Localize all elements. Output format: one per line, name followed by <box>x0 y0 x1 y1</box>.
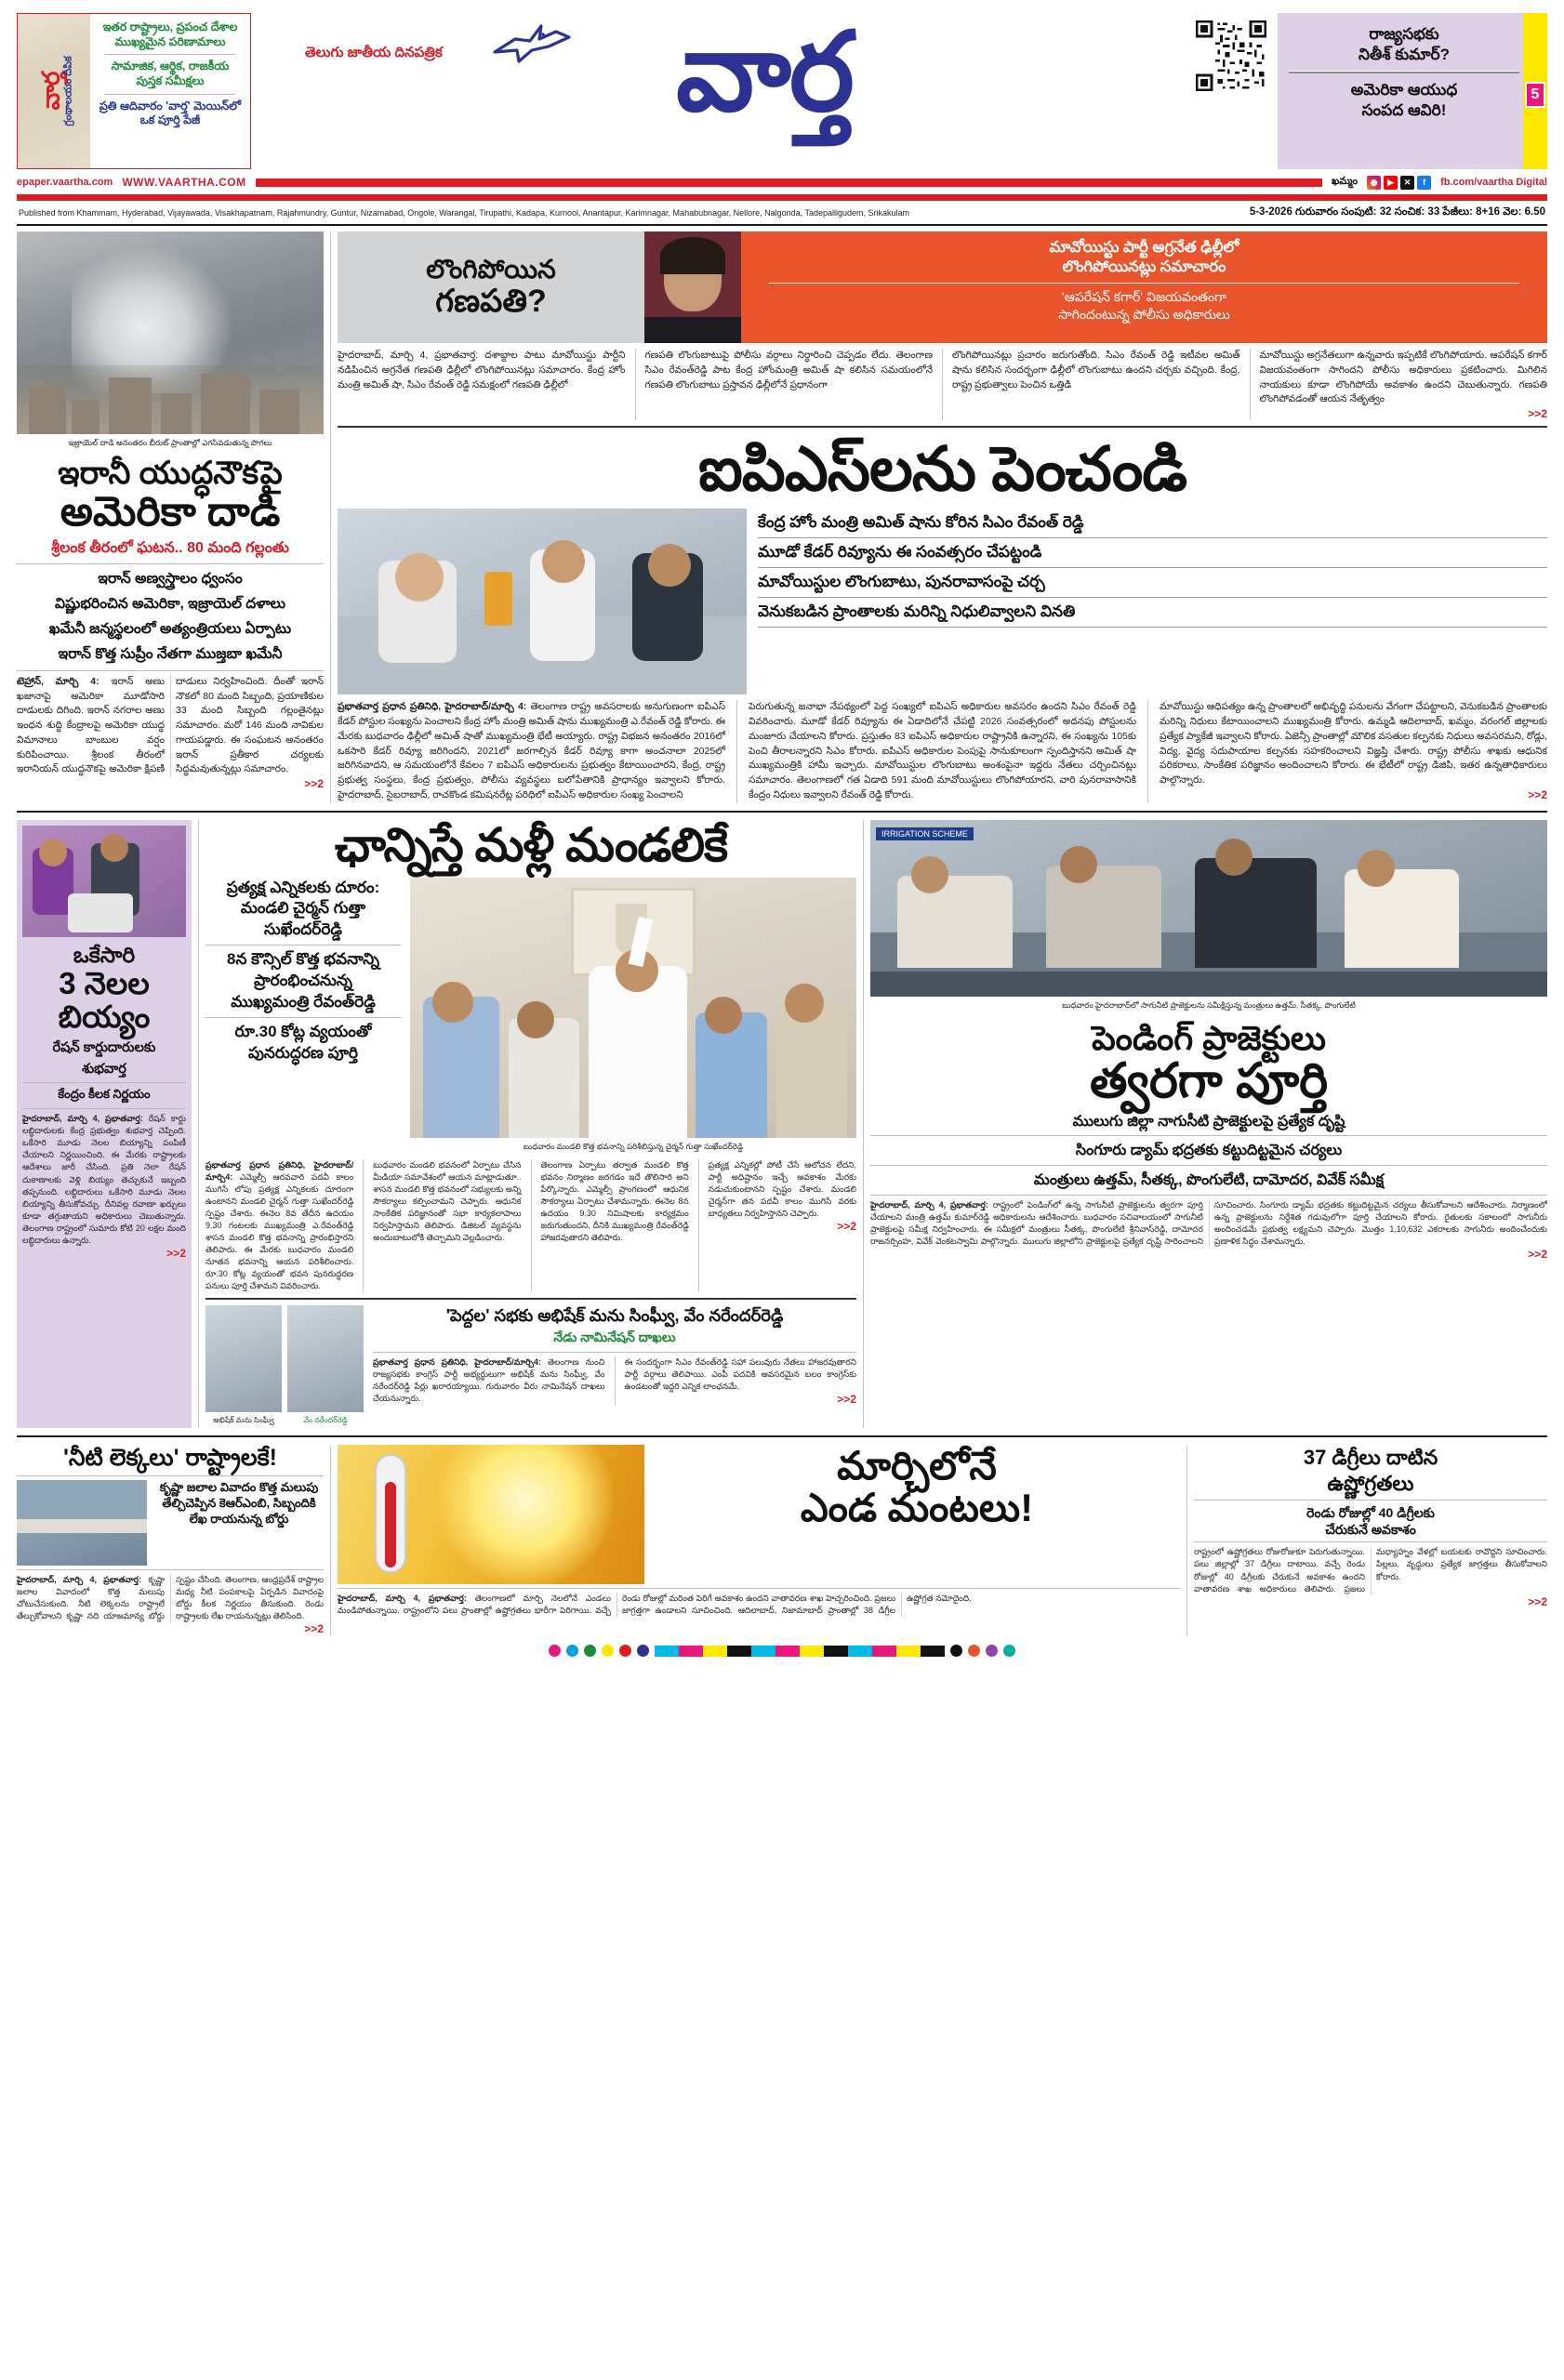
water-sub-2: తేల్చిచెప్పిన కెఆర్‌ఎంబి, సిబ్బందికి <box>162 1495 316 1510</box>
iran-subhead-2: విష్ణుభరించిన అమెరికా, ఇజ్రాయెల్ దళాలు <box>54 596 286 613</box>
masthead-tagline: తెలుగు జాతీయ దినపత్రిక <box>305 45 443 60</box>
reg-dot-teal <box>1003 1645 1015 1657</box>
ganapati-body-row <box>338 349 1547 420</box>
reg-dot-cyan <box>566 1645 578 1657</box>
main-content-row <box>17 231 1547 803</box>
headbox-line-2: నితీశ్ కుమార్? <box>1359 46 1450 64</box>
pedda-portraits <box>205 1305 364 1428</box>
mandali-point-1: ప్రత్యక్ష ఎన్నికలకు దూరం: <box>226 878 380 896</box>
mandali-point-4: 8న కౌన్సిల్ కొత్త భవనాన్ని <box>227 950 379 969</box>
mandali-headline[interactable]: ఛాన్నిస్తే మళ్లీ మండలికే <box>334 818 728 871</box>
iran-story <box>17 231 324 803</box>
iran-divider-2 <box>17 670 324 671</box>
heat-right-continue-link[interactable]: >>2 <box>1528 1594 1547 1608</box>
pedda-dateline: ప్రభాతవార్త ప్రధాన ప్రతినిధి, హైదరాబాద్/మార్చి4: <box>373 1356 541 1367</box>
heat-right-story <box>1194 1445 1547 1635</box>
mandali-continue-link[interactable]: >>2 <box>837 1219 856 1233</box>
headbox-line-4: సంపద ఆవిరి! <box>1361 101 1447 120</box>
reg-dot-black <box>950 1645 962 1657</box>
irrigation-body-text: రాష్ట్రంలో పెండింగ్‌లో ఉన్న సాగునీటి ప్రాజెక్టులను త్వరగా పూర్తి చేయాలని మంత్రి ఉత్తమ్ కుమార్‌రెడ్డి అధికారులను ఆదేశించారు. బుధవారం సచివాలయంలో సాగునీటి ప్రాజెక్టులపై సమీక్ష నిర్వహించారు. ఈ సమీక్షలో మంత్రులు సీతక్క, పొంగులేటి శ్రీనివాస్‌రెడ్డి, దామోదర రాజనర్సింహ, వివేక్ వెంకటస్వామి పాల్గొన్నారు. ములుగు జిల్లాలోని ప్రాజెక్టులపై ప్రత్యేక దృష్టి సారించాలని సూచించారు. సింగూరు డ్యామ్ భద్రతకు కట్టుదిట్టమైన చర్యలు తీసుకోవాలని ఆదేశించారు. నిర్మాణంలో ఉన్న ప్రాజెక్టులను నిర్దేశిత గడువులోగా పూర్తి చేయాలని కోరారు. రైతులకు సకాలంలో సాగునీరు అందించడమే ప్రభుత్వ లక్ష్యమని చెప్పారు. మొత్తం 1,10,632 ఎకరాలకు సాగునీరు అందించేందుకు ప్రణాళిక సిద్ధం చేశామన్నారు. <box>870 1199 1547 1246</box>
header-bottom-rule <box>17 224 1547 226</box>
cmyk-strip <box>655 1646 945 1657</box>
mandali-point-2: మండలి చైర్మన్ గుత్తా <box>240 899 366 918</box>
heat-right-body-text: రాష్ట్రంలో ఉష్ణోగ్రతలు రోజురోజుకూ పెరుగుతున్నాయి. పలు జిల్లాల్లో 37 డిగ్రీలు దాటాయి. వచ్చే రెండు రోజుల్లో 40 డిగ్రీలకు చేరుకునే అవకాశం ఉందని వాతావరణ శాఖ అధికారులు తెలిపారు. ప్రజలు మధ్యాహ్నం వేళల్లో బయటకు రావొద్దని సూచించారు. పిల్లలు, వృద్ధులు ప్రత్యేక జాగ్రత్తలు తీసుకోవాలని కోరారు. <box>1194 1547 1547 1593</box>
masthead <box>258 13 1270 169</box>
ips-top-rule <box>338 426 1547 428</box>
water-continue-link[interactable]: >>2 <box>304 1622 324 1635</box>
promo-line-4: పుస్తక సమీక్షలు <box>136 73 205 87</box>
mandali-top-row <box>205 878 856 1156</box>
rice-headline-2: 3 నెలల <box>59 965 150 1000</box>
facebook-handle[interactable]: fb.com/vaartha Digital <box>1440 177 1547 188</box>
heat-right-sub-2: చేరుకునే అవకాశం <box>1325 1522 1416 1538</box>
mandali-dateline: ప్రభాతవార్త ప్రధాన ప్రతినిధి, హైదరాబాద్/మార్చి4: <box>205 1159 354 1182</box>
ips-meeting-photo <box>338 509 747 694</box>
rice-dateline: హైదరాబాద్, మార్చి 4, ప్రభాతవార్త: <box>22 1114 143 1124</box>
ganapati-right-line-1: మావోయిస్టు పార్టీ అగ్రనేత ఢిల్లీలో <box>1049 239 1239 256</box>
water-story <box>17 1445 324 1635</box>
promo-line-6: ఒక పూర్తి పేజీ <box>139 113 201 127</box>
headbox-line-3: అమెరికా ఆయుధ <box>1350 81 1458 99</box>
ips-top-row <box>338 509 1547 694</box>
ganapati-story-banner <box>338 231 1547 343</box>
website-link[interactable]: WWW.VAARTHA.COM <box>122 176 246 189</box>
irrigation-banner-label: IRRIGATION SCHEME <box>876 827 974 840</box>
url-bar <box>17 172 1547 192</box>
page-number-badge: 5 <box>1525 82 1545 108</box>
iran-subhead-1: ఇరాన్ అణ్వస్త్రాలం ధ్వంసం <box>98 571 243 588</box>
pedda-story <box>205 1305 856 1428</box>
iran-body-columns <box>17 675 324 777</box>
reg-dot-magenta <box>549 1645 561 1657</box>
rice-distribution-photo <box>22 826 186 937</box>
irrigation-headline-1[interactable]: పెండింగ్ ప్రాజెక్టులు <box>1092 1018 1326 1057</box>
heat-dateline: హైదరాబాద్, మార్చి 4, ప్రభాతవార్త: <box>338 1593 467 1604</box>
issue-date-line: 5-3-2026 గురువారం సంపుటి: 32 సంచిక: 33 పేజీలు: 8+16 వెల: 6.50 <box>1249 206 1545 218</box>
rice-body-text: రేషన్ కార్డు లబ్ధిదారులకు కేంద్ర ప్రభుత్వం శుభవార్త చెప్పింది. ఒకేసారి మూడు నెలల బియ్యాన్ని పంపిణీ చేయాలని నిర్ణయించింది. ఈ మేరకు రాష్ట్రాలకు ఆదేశాలు జారీ చేసింది. ప్రతి నెలా రేషన్ దుకాణాలకు వెళ్లి బియ్యం తెచ్చుకునే ఇబ్బంది తప్పనుంది. లబ్ధిదారులు ఒకేసారి మూడు నెలల బియ్యాన్ని తీసుకోవచ్చు. దీనివల్ల రవాణా ఖర్చులు కూడా తగ్గుతాయని అధికారులు చెబుతున్నారు. తెలంగాణ రాష్ట్రంలో సుమారు కోటి 20 లక్షల మంది లబ్ధిదారులు ఉన్నారు. <box>22 1114 186 1245</box>
promo-line-1: ఇతర రాష్ట్రాలు, ప్రపంచ దేశాల <box>102 20 238 33</box>
pedda-subhead: నేడు నామినేషన్ దాఖలు <box>553 1329 676 1344</box>
irrigation-headline-2[interactable]: త్వరగా పూర్తి <box>1089 1054 1329 1109</box>
iran-subhead-3: ఖమేనీ జన్మస్థలంలో అత్యంత్రియలు ఏర్పాటు <box>48 621 292 638</box>
ganapati-title-line-1: లొంగిపోయిన <box>426 254 556 284</box>
headbox-divider <box>1289 71 1519 73</box>
ganapati-right-line-2: లొంగిపోయినట్లు సమాచారం <box>1062 258 1226 276</box>
mandali-photo-caption: బుధవారం మండలి కొత్త భవనాన్ని పరిశీలిస్తున్న చైర్మన్ గుత్తా సుఖేందర్‌రెడ్డి <box>523 1141 744 1151</box>
ganapati-col-4: మావోయిస్టు అగ్రనేతలుగా ఉన్నవారు ఇప్పటికే లొంగిపోయారు. ఆపరేషన్ కగార్ విజయవంతంగా సాగిందని పోలీసు అధికారులు ప్రకటించారు. మిగిలిన నాయకులు కూడా లొంగిపోయే అవకాశం ఉందని చెబుతున్నారు. గణపతి లొంగిపోవడంతో ఆయన నేతృత్వం <box>1259 350 1547 405</box>
reg-dot-blue <box>637 1645 649 1657</box>
irrigation-dateline: హైదరాబాద్, మార్చి 4, ప్రభాతవార్త: <box>870 1199 988 1210</box>
promo-spine-title: వార్త <box>36 72 65 111</box>
red-rule <box>256 178 1322 187</box>
ips-col-2: పెరుగుతున్న జనాభా నేపథ్యంలో పెద్ద సంఖ్యలో ఐపిఎస్ అధికారుల అవసరం ఉందని సిఎం రేవంత్ రెడ్డి వివరించారు. మూడో కేడర్ రివ్యూను ఈ ఏడాదిలోనే చేపట్టి 2026 సంవత్సరంలో అదనపు పోస్టులను మంజూరు చేయాలని కోరారు. ప్రస్తుతం 83 ఐపిఎస్ అధికారుల రాష్ట్రానికి ఉన్నారని, ఈ సంఖ్యను 105కు పెంచి తీరాలన్నారని సిఎం కోరారు. ఐపిఎస్ అధికారుల పెంపుపై సానుకూలంగా స్పందిస్తానని అమిత్ షా ముఖ్యమంత్రికి హామీ ఇచ్చారు. మావోయిస్టుల లొంగుబాటు అంశంపైనా ఇద్దరు నేతలు చర్చించినట్లు సమాచారం. తెలంగాణలో గత ఏడాది 591 మంది మావోయిస్టులు లొంగిపోయారని, వారి పునరావాసానికి కేంద్రం నిధులు ఇవ్వాలని రేవంత్ రెడ్డి కోరారు. <box>749 701 1136 800</box>
mid-section-rule <box>17 811 1547 813</box>
iran-headline-1[interactable]: ఇరానీ యుద్ధనౌకపై <box>58 456 283 491</box>
mandali-point-3: సుఖేందర్‌రెడ్డి <box>263 920 342 939</box>
iran-photo-caption: ఇజ్రాయెల్ దాడి అనంతరం బీరుట్ ప్రాంతాల్లో ఎగసివడుతున్న పొగలు <box>68 438 272 447</box>
irrigation-story <box>870 820 1547 1429</box>
pedda-continue-link[interactable]: >>2 <box>837 1392 856 1406</box>
water-sub-3: లేఖ రాయనున్న బోర్డు <box>189 1511 289 1526</box>
ips-bullet-list <box>758 509 1547 694</box>
ganapati-continue-link[interactable]: >>2 <box>1528 407 1547 420</box>
pedda-col-2: ఈ సందర్భంగా సిఎం రేవంత్‌రెడ్డి సహా పలువురు నేతలు హాజరవుతారని పార్టీ వర్గాలు తెలిపాయి. ఎంపీ పదవికి అవసరమైన బలం కాంగ్రెస్‌కు ఉండటంతో ఇద్దరి ఎన్నిక లాంఛనమే. <box>624 1356 856 1391</box>
irrigation-photo <box>870 820 1547 997</box>
iran-divider-1 <box>17 563 324 564</box>
ips-bullet-1: కేంద్ర హోం మంత్రి అమిత్ షాను కోరిన సిఎం రేవంత్ రెడ్డి <box>758 513 1084 532</box>
rice-sub-2: శుభవార్త <box>82 1062 126 1078</box>
youtube-icon[interactable]: ▶ <box>1384 176 1398 190</box>
heat-right-sub-1: రెండు రోజుల్లో 40 డిగ్రీలకు <box>1306 1505 1435 1521</box>
mandali-points-list <box>205 878 401 1156</box>
heat-right-headline-1[interactable]: 37 డిగ్రీలు దాటిన <box>1303 1446 1438 1470</box>
irrigation-continue-link[interactable]: >>2 <box>1528 1247 1547 1261</box>
epaper-link[interactable]: epaper.vaartha.com <box>17 177 113 188</box>
mandali-col-3: తెలంగాణ ఏర్పాటు తర్వాత మండలి కొత్త భవనం నిర్మాణం జరగడం ఇదే తొలిసారి అని పేర్కొన్నారు. ఎమ్మెల్సీ ప్రాంగణంలో ఆధునిక సౌకర్యాలు ఏర్పాటు చేశామన్నారు. ఈనెల 8న ఉదయం 9.30 నిమిషాలకు కార్యక్రమం జరుగుతుందని, దీనికి ముఖ్యమంత్రి రేవంత్‌రెడ్డి హాజరవుతారని తెలిపారు. <box>540 1159 689 1242</box>
pedda-portrait-left <box>205 1305 282 1412</box>
promo-line-2: ముఖ్యమైన పరిణామాలు <box>114 34 226 48</box>
masthead-strip <box>17 13 1547 169</box>
dove-icon <box>487 19 573 73</box>
ganapati-right-divider <box>769 283 1519 284</box>
heat-sun-photo <box>338 1445 644 1584</box>
instagram-icon[interactable]: ◉ <box>1367 176 1381 190</box>
rice-headline-3: బియ్యం <box>58 999 151 1035</box>
reg-dot-green <box>584 1645 596 1657</box>
iran-subhead-red: శ్రీలంక తీరంలో ఘటన.. 80 మంది గల్లంతు <box>51 540 289 557</box>
rice-headline-1: ఒకేసారి <box>73 942 136 967</box>
mandali-point-6: ముఖ్యమంత్రి రేవంత్‌రెడ్డి <box>231 993 376 1012</box>
ips-bullet-2: మూడో కేడర్ రివ్యూను ఈ సంవత్సరం చేపట్టండి <box>758 543 1042 562</box>
color-registration-bar <box>17 1645 1547 1657</box>
mandali-col-1: ఎమ్మెల్సీ ఆరవవారి పదవీ కాలం ముగిసే లోపు ప్రత్యక్ష ఎన్నికలకు దూరంగా ఉంటానని మండలి చైర్మన్ గుత్తా సుఖేందర్‌రెడ్డి స్పష్టం చేశారు. ఈనెల 8వ తేదీన ఉదయం 9.30 గంటలకు ముఖ్యమంత్రి ఎ.రేవంత్‌రెడ్డి శాసన మండలి కొత్త భవనాన్ని ప్రారంభిస్తారని తెలిపారు. ఈ మేరకు బుధవారం మండలి నూతన భవనాన్ని ఆయన పరిశీలించారు. రూ.30 కోట్ల వ్యయంతో భవన పునరుద్ధరణ పనులు పూర్తి చేశామని వివరించారు. <box>205 1171 354 1291</box>
mandali-col-2: బుధవారం మండలి భవనంలో ఏర్పాటు చేసిన మీడియా సమావేశంలో ఆయన మాట్లాడుతూ.. శాసన మండలి కొత్త భవనంలో సభ్యులకు అన్ని సౌకర్యాలు కల్పించామని చెప్పారు. ఆధునిక సాంకేతిక పరిజ్ఞానంతో సభా కార్యకలాపాలు నిర్వహిస్తామని తెలిపారు. డిజిటల్ వ్యవస్థను అందుబాటులోకి తెచ్చామని వెల్లడించారు. <box>373 1159 522 1242</box>
rice-sub-3: కేంద్రం కీలక నిర్ణయం <box>58 1087 151 1102</box>
ips-dateline: ప్రభాతవార్త ప్రధాన ప్రతినిధి, హైదరాబాద్/మార్చి 4: <box>338 701 527 713</box>
ips-body-row <box>338 700 1547 802</box>
ips-continue-link[interactable]: >>2 <box>1528 787 1547 801</box>
water-headline[interactable]: 'నీటి లెక్కలు' రాష్ట్రాలకే! <box>62 1445 277 1472</box>
bottom-content-row <box>17 1445 1547 1635</box>
promo-divider-1 <box>105 54 235 55</box>
thermometer-icon <box>375 1454 406 1573</box>
water-sub-1: కృష్ణా జలాల వివాదం కొత్త మలుపు <box>159 1479 319 1494</box>
irrigation-photo-caption: బుధవారం హైదరాబాద్‌లో సాగునీటి ప్రాజెక్టులను సమీక్షిస్తున్న మంత్రులు ఉత్తమ్, సీతక్క, పొంగులేటి <box>1062 999 1356 1010</box>
pedda-portrait-right <box>287 1305 364 1412</box>
promo-box <box>17 13 251 169</box>
ganapati-portrait <box>644 231 741 343</box>
water-dateline: హైదరాబాద్, మార్చి 4, ప్రభాతవార్త: <box>17 1574 142 1584</box>
rice-scheme-box[interactable] <box>17 820 192 1429</box>
ganapati-title-line-2: గణపతి? <box>435 283 547 319</box>
mandali-point-5: ప్రారంభించనున్న <box>254 972 352 990</box>
heat-headline-1[interactable]: మార్చిలోనే <box>837 1444 997 1488</box>
mandali-point-7: రూ.30 కోట్ల వ్యయంతో <box>234 1023 372 1041</box>
published-from-text: Published from Khammam, Hyderabad, Vijayawada, Visakhapatnam, Rajahmundry, Guntur, Nizamabad, Ongole, Warangal, Tirupathi, Kadapa, Kurnool, Anantapur, Karimnagar, Mahabubnagar, Nellore, Nalgonda, Tadepalligudem, Srikakulam <box>19 208 910 218</box>
promo-line-5: ప్రతి ఆదివారం 'వార్త' మెయిన్‌లో <box>99 99 242 112</box>
headbox-line-1: రాజ్యసభకు <box>1369 25 1439 43</box>
heat-body-text: తెలంగాణలో మార్చి నెలలోనే ఎండలు మండిపోతున్నాయి. రాష్ట్రంలోని పలు ప్రాంతాల్లో ఉష్ణోగ్రతలు భారీగా పెరిగాయి. వచ్చే రెండు రోజుల్లో మరింత పెరిగే అవకాశం ఉందని వాతావరణ శాఖ హెచ్చరించింది. ప్రజలు జాగ్రత్తగా ఉండాలని సూచించింది. ఆదిలాబాద్, నిజామాబాద్ ప్రాంతాల్లో 38 డిగ్రీల ఉష్ణోగ్రత నమోదైంది. <box>338 1593 972 1616</box>
mandali-body-row <box>205 1159 856 1293</box>
promo-text-list <box>90 14 250 168</box>
iran-photo <box>17 231 324 434</box>
mandali-col-4: ప్రత్యక్ష ఎన్నికల్లో పోటీ చేసే ఆలోచన లేదని, పార్టీ అధిష్టానం ఇచ్చే అవకాశం మేరకు నడుచుకుంటానని స్పష్టం చేశారు. మండలి చైర్మన్‌గా తన పదవీ కాలం ముగిసే వరకు బాధ్యతలు నిర్వహిస్తానని చెప్పారు. <box>708 1159 856 1218</box>
ganapati-right-sub-1: 'ఆపరేషన్ కగార్' విజయవంతంగా <box>1062 288 1226 304</box>
ganapati-col-1: హైదరాబాద్, మార్చి 4, ప్రభాతవార్త: దశాబ్దాల పాటు మావోయిస్టు పార్టీని నడిపించిన అగ్రనేత గణపతి ఢిల్లీలో లొంగిపోయినట్లు సమాచారం. కేంద్ర హోం మంత్రి అమిత్ షా, సిఎం రేవంత్ రెడ్డి సమక్షంలో గణపతి ఢిల్లీలో <box>338 350 626 390</box>
ips-bullet-3: మావోయిస్టుల లొంగుబాటు, పునరావాసంపై చర్చ <box>758 573 1045 591</box>
irrigation-sub-1: ములుగు జిల్లా నాగుసీటి ప్రాజెక్టులపై ప్రత్యేక దృష్టి <box>1072 1113 1345 1130</box>
right-main-column <box>338 231 1547 803</box>
column-separator-1 <box>330 231 331 803</box>
ips-col-3: మావోయిస్టు ఆధిపత్యం ఉన్న ప్రాంతాలలో అభివృద్ధి పనులను వేగంగా చేపట్టాలని, వెనుకబడిన ప్రాంతాలకు మరిన్ని నిధులు కేటాయించాలని ముఖ్యమంత్రి కోరారు. ఉమ్మడి ఆదిలాబాద్, ఖమ్మం, వరంగల్ జిల్లాలకు ప్రత్యేక ప్యాకేజీ ఇవ్వాలని కోరారు. ఏజెన్సీ ప్రాంతాల్లో మౌలిక వసతుల కల్పనకు నిధులు అవసరమని, రోడ్లు, విద్య, వైద్య సదుపాయాల కల్పనకు సహకరించాలని విజ్ఞప్తి చేశారు. రాష్ట్ర పోలీసు శాఖకు ఆధునిక పరికరాలు, సాంకేతిక పరిజ్ఞానం అందించాలని కోరారు. ఈ భేటీలో రాష్ట్ర డిజిపి, ఇతర ఉన్నతాధికారులు పాల్గొన్నారు. <box>1160 701 1547 787</box>
ips-headline[interactable]: ఐపిఎస్‌లను పెంచండి <box>697 434 1187 503</box>
water-dam-photo <box>17 1480 147 1566</box>
edition-city-label: ఖమ్మం <box>1331 175 1359 187</box>
reg-dot-yellow <box>602 1645 614 1657</box>
mandali-story <box>205 820 856 1429</box>
promo-line-3: సామాజిక, ఆర్థిక, రాజకీయ <box>111 60 230 73</box>
reg-dot-red <box>619 1645 631 1657</box>
mandali-point-8: పునరుద్ధరణ పూర్తి <box>247 1044 359 1063</box>
masthead-red-bar <box>17 194 1547 201</box>
ganapati-col-2: గణపతి లొంగుబాటుపై పోలీసు వర్గాలు నిర్ధారించి చెప్పడం లేదు. తెలంగాణ సిఎం రేవంత్‌రెడ్డి పాట కేంద్ర హోంమంత్రి అమిత్ షా కలిసిన సమయంలోనే గణపతి లొంగుబాటు ప్రస్తావన ఢిల్లీలోనే ప్రధానంగా <box>644 350 933 390</box>
ips-bullet-4: వెనుకబడిన ప్రాంతాలకు మరిన్ని నిధులివ్వాలని వినతి <box>758 602 1076 621</box>
water-body-text: కృష్ణా జలాల వివాదంలో కొత్త మలుపు చోటుచేసుకుంది. నీటి లెక్కలను రాష్ట్రాలే తేల్చుకోవాలని కృష్ణా నది యాజమాన్య బోర్డు స్పష్టం చేసింది. తెలంగాణ, ఆంధ్రప్రదేశ్ రాష్ట్రాల మధ్య నీటి పంపకాలపై ఏర్పడిన వివాదంపై బోర్డు కీలక నిర్ణయం తీసుకుంది. రెండు రాష్ట్రాలకు లేఖ రాయనున్నట్లు తెలిసింది. <box>17 1574 324 1620</box>
irrigation-sub-3: మంత్రులు ఉత్తమ్, సీతక్క, పొంగులేటి, దామోదర, వివేక్ సమీక్ష <box>1033 1171 1385 1188</box>
top-headline-box[interactable] <box>1278 13 1547 169</box>
masthead-title: వార్త <box>676 11 853 134</box>
pedda-col-1: తెలంగాణ నుంచి రాజ్యసభకు కాంగ్రెస్ పార్టీ అభ్యర్థులుగా అభిషేక్ మను సింఘ్వీ, వేం నరేందర్‌రెడ్డి పేర్లు ఖరారయ్యాయి. గురువారం వీరు నామినేషన్ దాఖలు చేయనున్నారు. <box>373 1356 605 1403</box>
ganapati-right-sub-2: సాగిందంటున్న పోలీసు అధికారులు <box>1058 306 1230 322</box>
middle-content-row <box>17 820 1547 1429</box>
facebook-icon[interactable]: f <box>1417 176 1431 190</box>
iran-continue-link[interactable]: >>2 <box>304 777 324 791</box>
reg-dot-purple <box>986 1645 998 1657</box>
promo-spine-art <box>18 14 90 168</box>
heat-right-headline-2[interactable]: ఉష్ణోగ్రతలు <box>1327 1471 1414 1495</box>
reg-dot-orange <box>968 1645 980 1657</box>
publication-info <box>17 201 1547 224</box>
pedda-caption-right: వేం నరేందర్‌రెడ్డి <box>303 1416 348 1425</box>
social-icons <box>1367 176 1431 190</box>
heat-story <box>338 1445 1180 1635</box>
ganapati-col-3: లొంగిపోయినట్లు ప్రచారం జరుగుతోంది. సిఎం రేవంత్ రెడ్డి ఇటీవల అమిత్ షాను కలిసిన సందర్భంగా ఢిల్లీలో లొంగుబాటు ఉందని చర్చకు వచ్చింది. కేంద్ర, రాష్ట్ర ప్రభుత్వాలు పెంచిన ఒత్తిడి <box>952 350 1240 390</box>
iran-dateline: టెహ్రాన్, మార్చి 4: <box>17 675 99 687</box>
promo-spine-subtitle: గ్రంథాలయం దీపిక <box>62 56 74 126</box>
x-twitter-icon[interactable]: ✕ <box>1400 176 1414 190</box>
bottom-section-rule <box>17 1435 1547 1437</box>
pedda-headline[interactable]: 'పెద్దల' సభకు అభిషేక్ మను సింఘ్వీ, వేం నరేందర్‌రెడ్డి <box>445 1306 784 1326</box>
ips-col-1: తెలంగాణ రాష్ట్ర అవసరాలకు అనుగుణంగా ఐపిఎస్ కేడర్ పోస్టుల సంఖ్యను పెంచాలని కేంద్ర హోం మంత్రి అమిత్ షాను ముఖ్యమంత్రి ఎ.రేవంత్ రెడ్డి కోరారు. ఈ మేరకు బుధవారం ఢిల్లీలో అమిత్ షాతో ముఖ్యమంత్రి భేటీ అయ్యారు. రాష్ట్ర విభజన అనంతరం 2016లో ఒకసారి కేడర్ రివ్యూ జరిగిందని, 2021లో జరగాల్సిన కేడర్ రివ్యూ కాగా అంచనాలా 2025లో జరిగినవాదని, ఆ సమయంలోనే కేవలం 7 ఐపిఎస్ అధికారులను ప్రభుత్వం కేటాయించారని, కేంద్ర, రాష్ట్ర ప్రభుత్వ సంస్థలు, కేంద్ర ప్రభుత్వం, పోలీసు వ్యవస్థలు బలోపేతానికి ప్రాధాన్యం ఇవ్వాలని కోరారు. హైదరాబాద్, సైబరాబాద్, రాచకొండ కమిషనరేట్ల పరిధిలో ఐపిఎస్ అధికారుల సంఖ్య పెంచాలని <box>338 701 725 800</box>
rice-continue-link[interactable]: >>2 <box>166 1246 186 1260</box>
rice-sub-1: రేషన్ కార్డుదారులకు <box>52 1039 156 1055</box>
iran-subhead-4: ఇరాన్ కొత్త సుప్రీం నేతగా ముజ్తబా ఖమేనీ <box>58 646 283 663</box>
qr-code-icon[interactable] <box>1196 20 1266 96</box>
iran-headline-2[interactable]: అమెరికా దాడి <box>60 489 281 536</box>
pedda-caption-left: అభిషేక్ మను సింఘ్వీ <box>213 1416 274 1425</box>
iran-body-text: ఇరాన్ అణు ఖజానాపై అమెరికా మూడోసారి దాడులకు దిగింది. ఇరాన్ నగరాల అణు ఇంధన శుద్ధి కేంద్రాలపై అమెరికా యుద్ధ విమానాలు బాంబుల వర్షం కురిపించాయి. శ్రీలంక తీరంలో ఇరానియన్ యుద్ధనౌకపై అమెరికా క్షిపణి దాడులు నిర్వహించింది. దీంతో ఇరాన్ నౌకలో 80 మంది సిబ్బంది, ప్రయాణికుల 33 మంది సిబ్బంది గల్లంతైనట్లు సమాచారం. మరో 146 మంది నావికుల గాయపడ్డారు. ఈ సంఘటన అనంతరం ఇరాన్ ప్రతీకార చర్యలకు సిద్ధమవుతున్నట్లు సమాచారం. <box>17 675 324 775</box>
ganapati-left-title[interactable] <box>338 231 644 343</box>
promo-divider-2 <box>105 94 235 95</box>
ganapati-right-panel <box>741 231 1547 343</box>
heat-headline-2[interactable]: ఎండ మంటలు! <box>800 1486 1034 1530</box>
mandali-photo <box>410 878 856 1138</box>
irrigation-sub-2: సింగూరు డ్యామ్ భద్రతకు కట్టుదిట్టమైన చర్యలు <box>1075 1143 1343 1159</box>
